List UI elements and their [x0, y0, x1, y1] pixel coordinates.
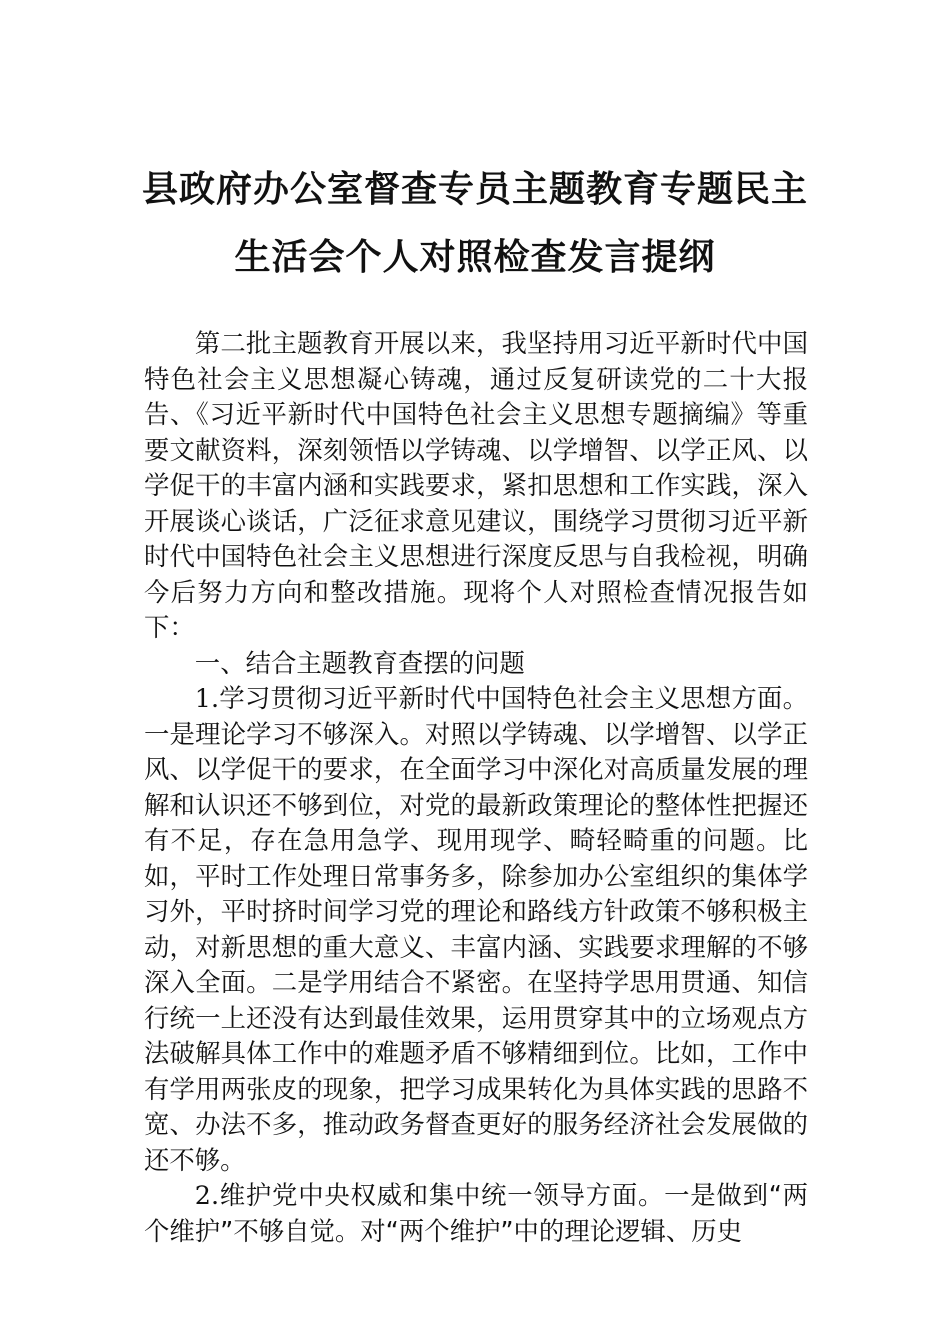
item-1-number: 1. — [194, 683, 220, 713]
item-2-paragraph — [144, 1178, 808, 1249]
item-1-paragraph — [144, 681, 808, 1178]
item-2-number: 2. — [194, 1180, 220, 1210]
item-1-text: 学习贯彻习近平新时代中国特色社会主义思想方面。一是理论学习不够深入。对照以学铸魂、以学增智、以学正风、以学促干的要求，在全面学习中深化对高质量发展的理解和认识还不够到位，对党的最新政策理论的整体性把握还有不足，存在急用急学、现用现学、畸轻畸重的问题。比如，平时工作处理日常事务多，除参加办公室组织的集体学习外，平时挤时间学习党的理论和路线方针政策不够积极主动，对新思想的重大意义、丰富内涵、实践要求理解的不够深入全面。二是学用结合不紧密。在坚持学思用贯通、知信行统一上还没有达到最佳效果，运用贯穿其中的立场观点方法破解具体工作中的难题矛盾不够精细到位。比如，工作中有学用两张皮的现象，把学习成果转化为具体实践的思路不宽、办法不多，推动政务督查更好的服务经济社会发展做的还不够。 — [144, 683, 808, 1175]
intro-paragraph: 第二批主题教育开展以来，我坚持用习近平新时代中国特色社会主义思想凝心铸魂，通过反复研读党的二十大报告、《习近平新时代中国特色社会主义思想专题摘编》等重要文献资料，深刻领悟以学铸魂、以学增智、以学正风、以学促干的丰富内涵和实践要求，紧扣思想和工作实践，深入开展谈心谈话，广泛征求意见建议，围绕学习贯彻习近平新时代中国特色社会主义思想进行深度反思与自我检视，明确今后努力方向和整改措施。现将个人对照检查情况报告如下： — [144, 328, 808, 642]
document-body — [144, 326, 808, 1249]
item-2-text: 维护党中央权威和集中统一领导方面。一是做到“两个维护”不够自觉。对“两个维护”中的理论逻辑、历史 — [144, 1180, 808, 1246]
document-title-line-2: 生活会个人对照检查发言提纲 — [234, 237, 716, 278]
document-title-line-1: 县政府办公室督查专员主题教育专题民主 — [141, 169, 808, 210]
section-heading: 一、结合主题教育查摆的问题 — [194, 647, 525, 678]
